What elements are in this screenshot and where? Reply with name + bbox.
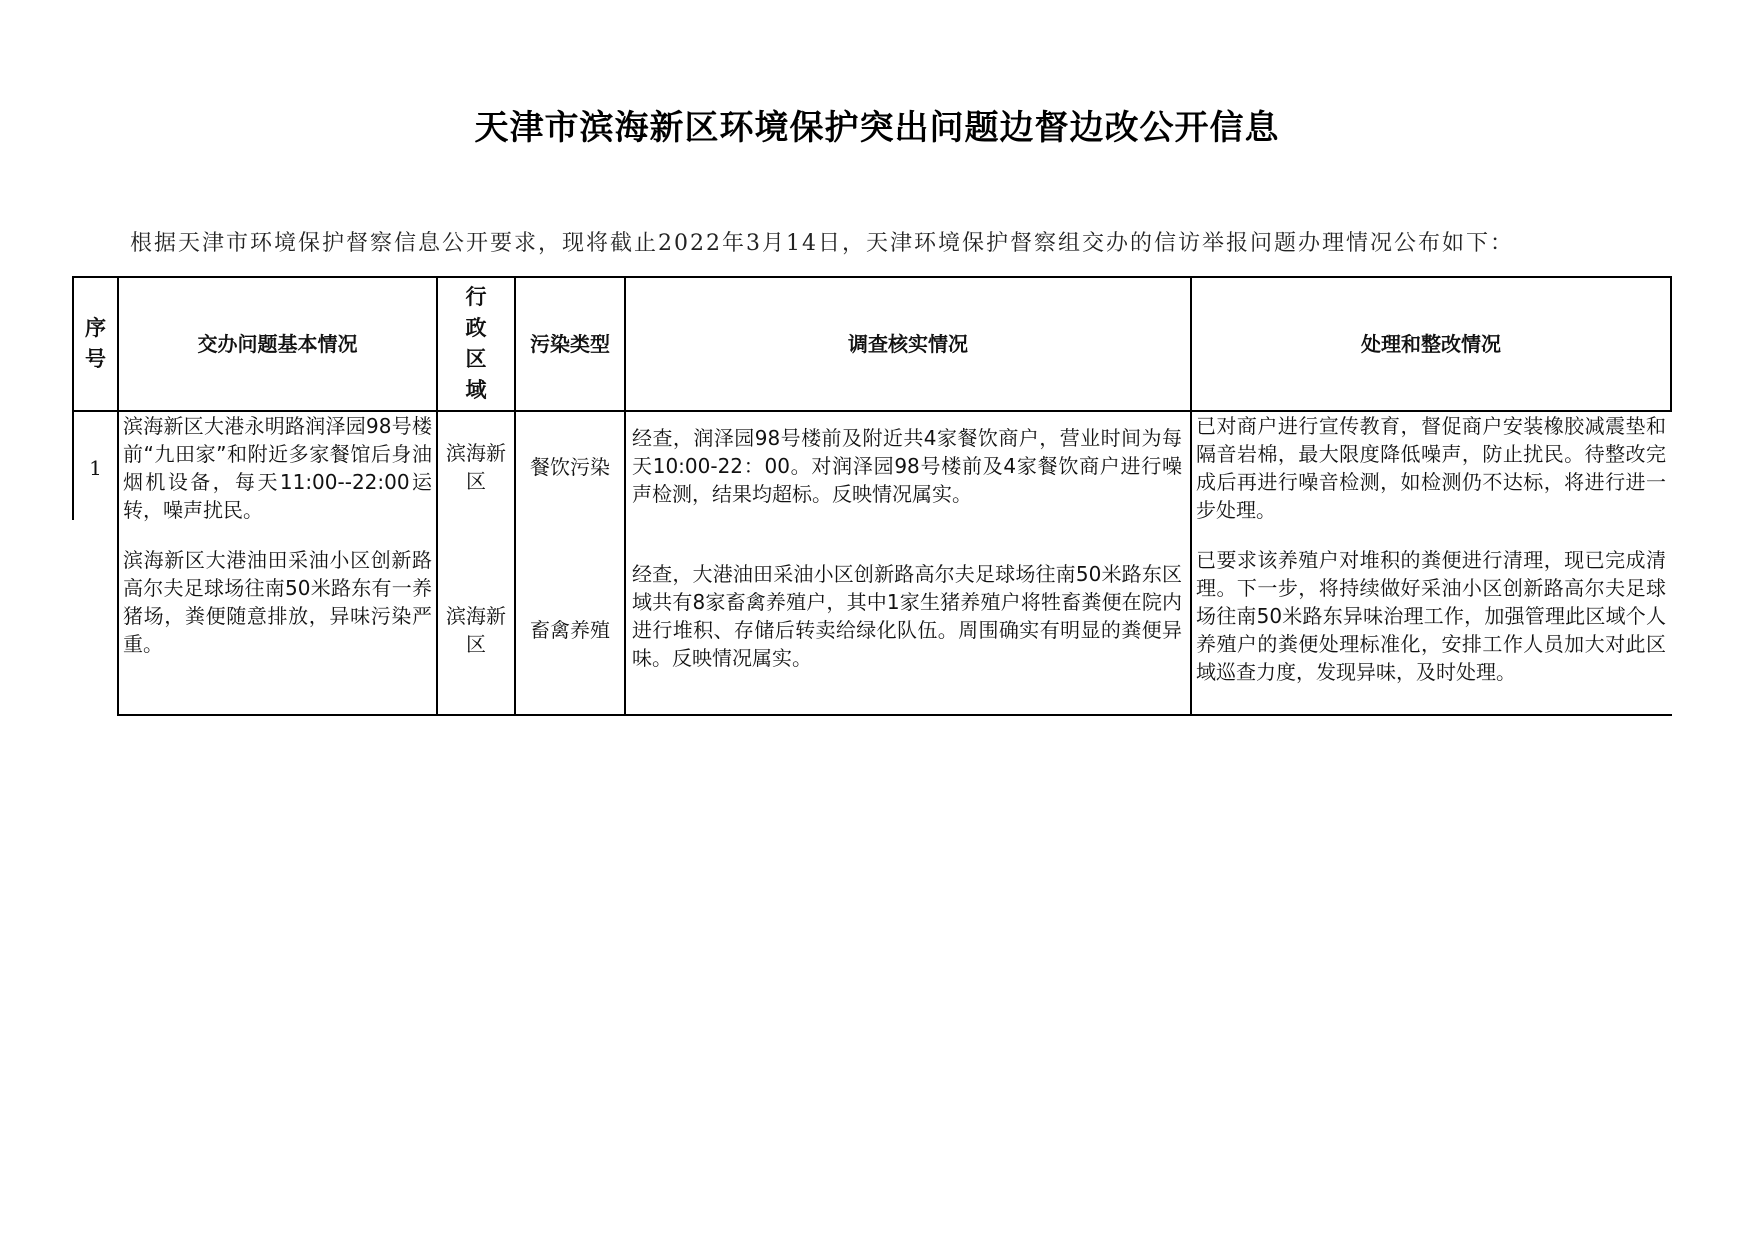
row-2-region: 滨海新区 bbox=[446, 604, 506, 656]
row-2-handling: 已要求该养殖户对堆积的粪便进行清理，现已完成清理。下一步，将持续做好采油小区创新路高尔夫足球场往南50米路东异味治理工作，加强管理此区域个人养殖户的粪便处理标准化，安排工作人员加大对此区域巡查力度，发现异味，及时处理。 bbox=[1196, 548, 1666, 684]
row-2-investigation: 经查，大港油田采油小区创新路高尔夫足球场往南50米路东区域共有8家畜禽养殖户，其中1家生猪养殖户将牲畜粪便在院内进行堆积、存储后转卖给绿化队伍。周围确实有明显的粪便异味。反映情况属实。 bbox=[632, 562, 1182, 670]
table-bottom-border bbox=[118, 714, 1672, 716]
header-seq bbox=[74, 278, 117, 410]
header-region bbox=[438, 278, 514, 410]
header-region-char-4: 域 bbox=[465, 378, 487, 402]
header-region-char-3: 区 bbox=[465, 347, 487, 371]
row-1-seq: 1 bbox=[89, 456, 102, 480]
header-issue: 交办问题基本情况 bbox=[197, 332, 358, 356]
header-type: 污染类型 bbox=[530, 332, 610, 356]
header-seq-char-1: 序 bbox=[85, 316, 106, 340]
header-investigation: 调查核实情况 bbox=[848, 332, 968, 356]
header-seq-char-2: 号 bbox=[85, 347, 106, 371]
header-region-char-1: 行 bbox=[465, 285, 487, 309]
row-2-type: 畜禽养殖 bbox=[530, 618, 610, 642]
document-title: 天津市滨海新区环境保护突出问题边督边改公开信息 bbox=[474, 108, 1280, 148]
header-handling: 处理和整改情况 bbox=[1361, 332, 1501, 356]
row-1-region: 滨海新区 bbox=[446, 441, 506, 493]
row-2-seq bbox=[74, 540, 117, 710]
row-1-type: 餐饮污染 bbox=[530, 455, 610, 479]
table-right-border bbox=[1670, 276, 1672, 410]
row-1-investigation: 经查，润泽园98号楼前及附近共4家餐饮商户，营业时间为每天10:00-22：00。对润泽园98号楼前及4家餐饮商户进行噪声检测，结果均超标。反映情况属实。 bbox=[632, 426, 1182, 506]
row-1-issue: 滨海新区大港永明路润泽园98号楼前“九田家”和附近多家餐馆后身油烟机设备，每天11:00--22:00运转，噪声扰民。 bbox=[123, 414, 432, 522]
row-2-issue: 滨海新区大港油田采油小区创新路高尔夫足球场往南50米路东有一养猪场，粪便随意排放，异味污染严重。 bbox=[123, 548, 432, 656]
row-1-handling: 已对商户进行宣传教育，督促商户安装橡胶减震垫和隔音岩棉，最大限度降低噪声，防止扰民。待整改完成后再进行噪音检测，如检测仍不达标，将进行进一步处理。 bbox=[1196, 414, 1666, 522]
header-region-char-2: 政 bbox=[465, 316, 487, 340]
intro-paragraph: 根据天津市环境保护督察信息公开要求，现将截止2022年3月14日，天津环境保护督察组交办的信访举报问题办理情况公布如下： bbox=[130, 231, 1514, 256]
